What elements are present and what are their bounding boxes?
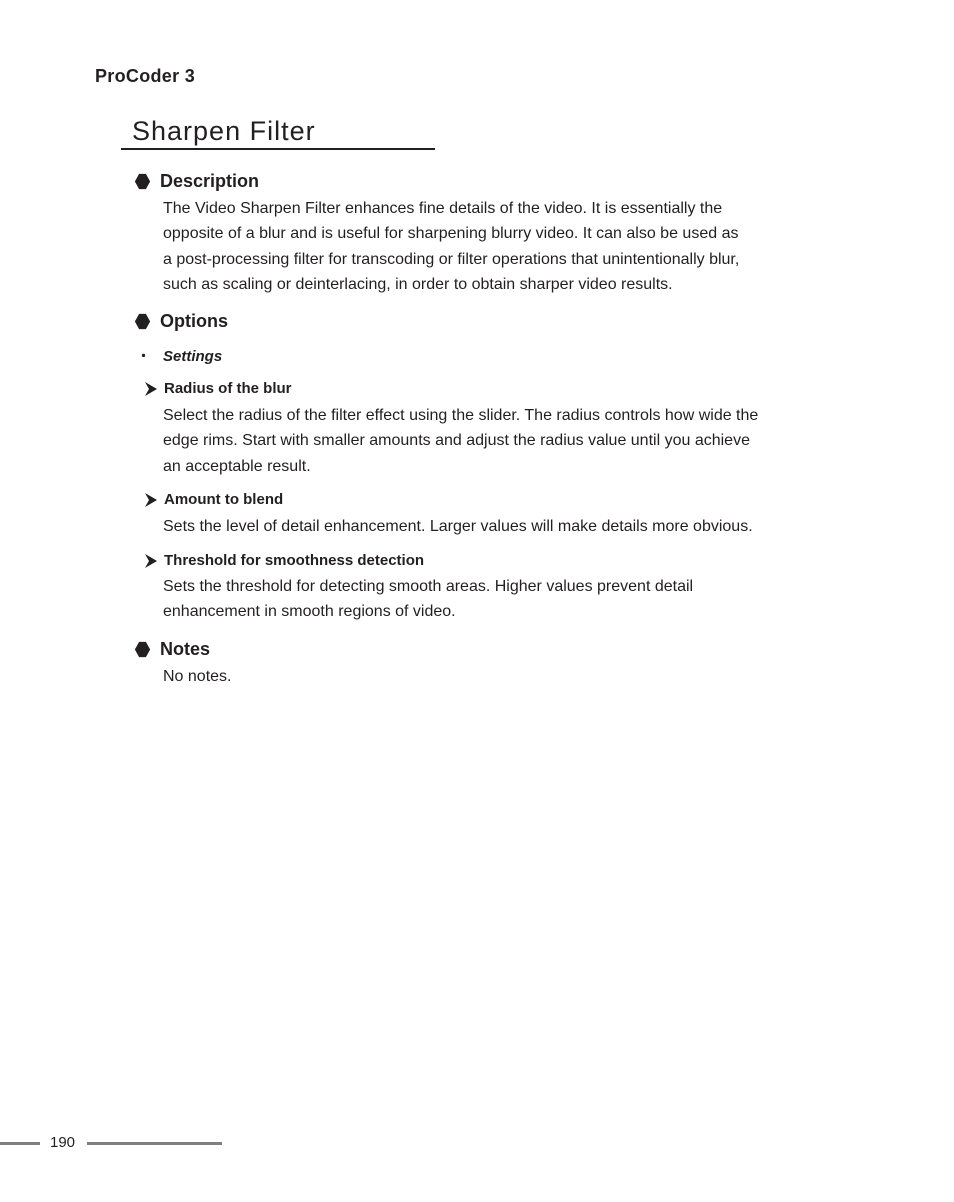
- option-title: Amount to blend: [164, 491, 284, 508]
- section-heading-text: Description: [160, 171, 260, 191]
- text-line: enhancement in smooth regions of video.: [163, 603, 456, 621]
- product-name: ProCoder 3: [95, 66, 196, 86]
- text-line: edge rims. Start with smaller amounts and adjust the radius value until you achieve: [163, 432, 750, 450]
- text-line: The Video Sharpen Filter enhances fine details of the video. It is essentially the: [163, 200, 723, 217]
- option-body-threshold: [163, 574, 833, 625]
- option-heading-radius: [144, 380, 292, 397]
- option-body-radius: [163, 403, 833, 479]
- hexagon-bullet-icon: [134, 173, 151, 190]
- text-line: opposite of a blur and is useful for sharpening blurry video. It can also be used as: [163, 225, 739, 243]
- settings-subheading: [136, 345, 222, 366]
- option-title: Radius of the blur: [164, 380, 292, 397]
- arrow-right-icon: [144, 554, 158, 568]
- settings-bullet: ・: [136, 348, 152, 365]
- option-heading-amount: [144, 491, 283, 508]
- section-heading-notes: [134, 639, 210, 660]
- arrow-right-icon: [144, 493, 158, 507]
- hexagon-bullet-icon: [134, 313, 151, 330]
- description-body: [163, 196, 833, 297]
- section-heading-options: [134, 311, 228, 332]
- title-underline: [121, 148, 435, 150]
- option-body-amount: [163, 514, 833, 539]
- page-number: 190: [50, 1134, 76, 1151]
- page-title: Sharpen Filter: [132, 116, 316, 146]
- section-heading-text: Options: [160, 311, 228, 331]
- hexagon-bullet-icon: [134, 641, 151, 658]
- footer-rule-right: [87, 1142, 222, 1145]
- option-heading-threshold: [144, 552, 424, 569]
- section-heading-description: [134, 171, 259, 192]
- arrow-right-icon: [144, 382, 158, 396]
- text-line: No notes.: [163, 668, 232, 685]
- notes-body: [163, 664, 833, 689]
- text-line: an acceptable result.: [163, 457, 311, 475]
- footer-rule-left: [0, 1142, 40, 1145]
- option-title: Threshold for smoothness detection: [164, 552, 425, 569]
- text-line: Sets the threshold for detecting smooth areas. Higher values prevent detail: [163, 578, 694, 595]
- text-line: a post-processing filter for transcoding or filter operations that unintentionally blur,: [163, 250, 740, 268]
- text-line: such as scaling or deinterlacing, in order to obtain sharper video results.: [163, 275, 673, 293]
- section-heading-text: Notes: [160, 639, 211, 659]
- text-line: Sets the level of detail enhancement. Larger values will make details more obvious.: [163, 518, 753, 535]
- settings-label: Settings: [163, 348, 223, 365]
- text-line: Select the radius of the filter effect using the slider. The radius controls how wide the: [163, 407, 759, 424]
